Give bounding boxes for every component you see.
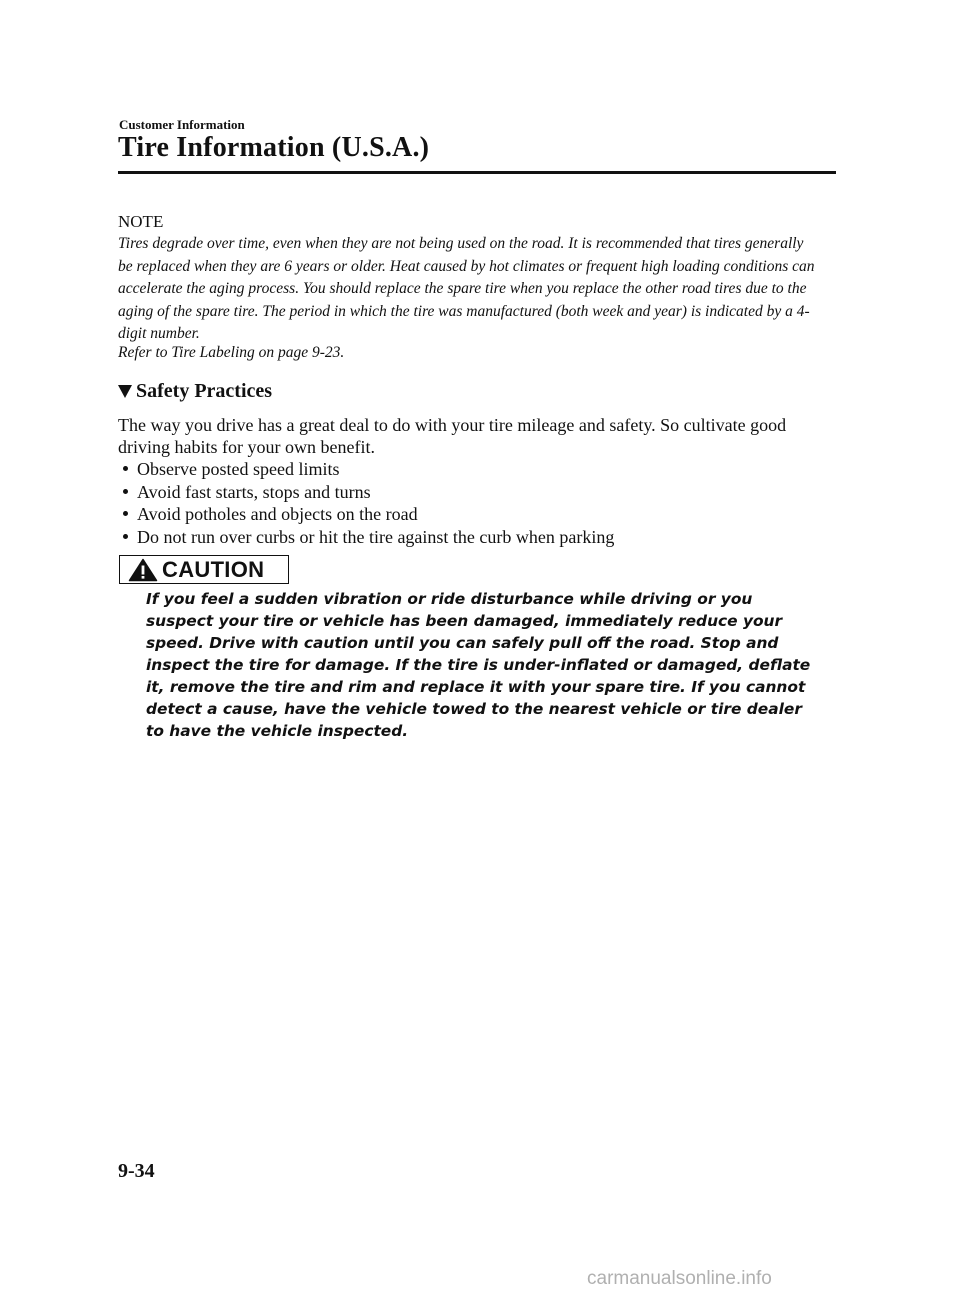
note-body: Tires degrade over time, even when they are not being used on the road. It is recommended that tires generally be replaced when they are 6 years or older. Heat caused by hot climates or frequent high loading conditions can accelerate the aging process. You should replace the spare tire when you replace the other road tires due to the aging of the spare tire. The period in which the tire was manufactured (both week and year) is indicated by a 4-digit number.	[118, 235, 815, 342]
list-item	[118, 458, 614, 481]
caution-text: If you feel a sudden vibration or ride disturbance while driving or you suspect your tire or vehicle has been damaged, immediately reduce your speed. Drive with caution until you can safely pull off the road. Stop and inspect the tire for damage. If the tire is under-inflated or damaged, deflate it, remove the tire and rim and replace it with your spare tire. If you cannot detect a cause, have the vehicle towed to the nearest vehicle or tire dealer to have the vehicle inspected.	[146, 590, 811, 740]
list-item-text: Observe posted speed limits	[137, 459, 340, 479]
warning-triangle-icon	[128, 558, 158, 582]
safety-bullet-list	[118, 458, 614, 548]
page-number: 9-34	[118, 1160, 155, 1182]
list-item	[118, 503, 614, 526]
section-triangle-icon	[118, 385, 132, 398]
caution-badge	[119, 555, 289, 584]
safety-practices-heading	[118, 380, 272, 403]
list-item-text: Avoid potholes and objects on the road	[137, 504, 418, 524]
list-item	[118, 481, 614, 504]
title-divider	[118, 171, 836, 174]
list-item-text: Avoid fast starts, stops and turns	[137, 481, 371, 502]
watermark: carmanualsonline.info	[587, 1268, 772, 1289]
bullet-icon	[123, 466, 128, 471]
list-item-text: Do not run over curbs or hit the tire against the curb when parking	[137, 526, 615, 547]
safety-intro: The way you drive has a great deal to do with your tire mileage and safety. So cultivate good driving habits for your own benefit.	[118, 415, 787, 457]
page-title: Tire Information (U.S.A.)	[118, 132, 430, 163]
bullet-icon	[123, 534, 128, 539]
section-label: Customer Information	[119, 117, 245, 132]
list-item	[118, 526, 614, 549]
note-heading: NOTE	[118, 212, 164, 231]
caution-label: CAUTION	[162, 556, 265, 582]
bullet-icon	[123, 511, 128, 516]
safety-practices-title: Safety Practices	[136, 380, 273, 402]
bullet-icon	[123, 489, 128, 494]
note-page-reference: Refer to Tire Labeling on page 9-23.	[118, 344, 345, 361]
